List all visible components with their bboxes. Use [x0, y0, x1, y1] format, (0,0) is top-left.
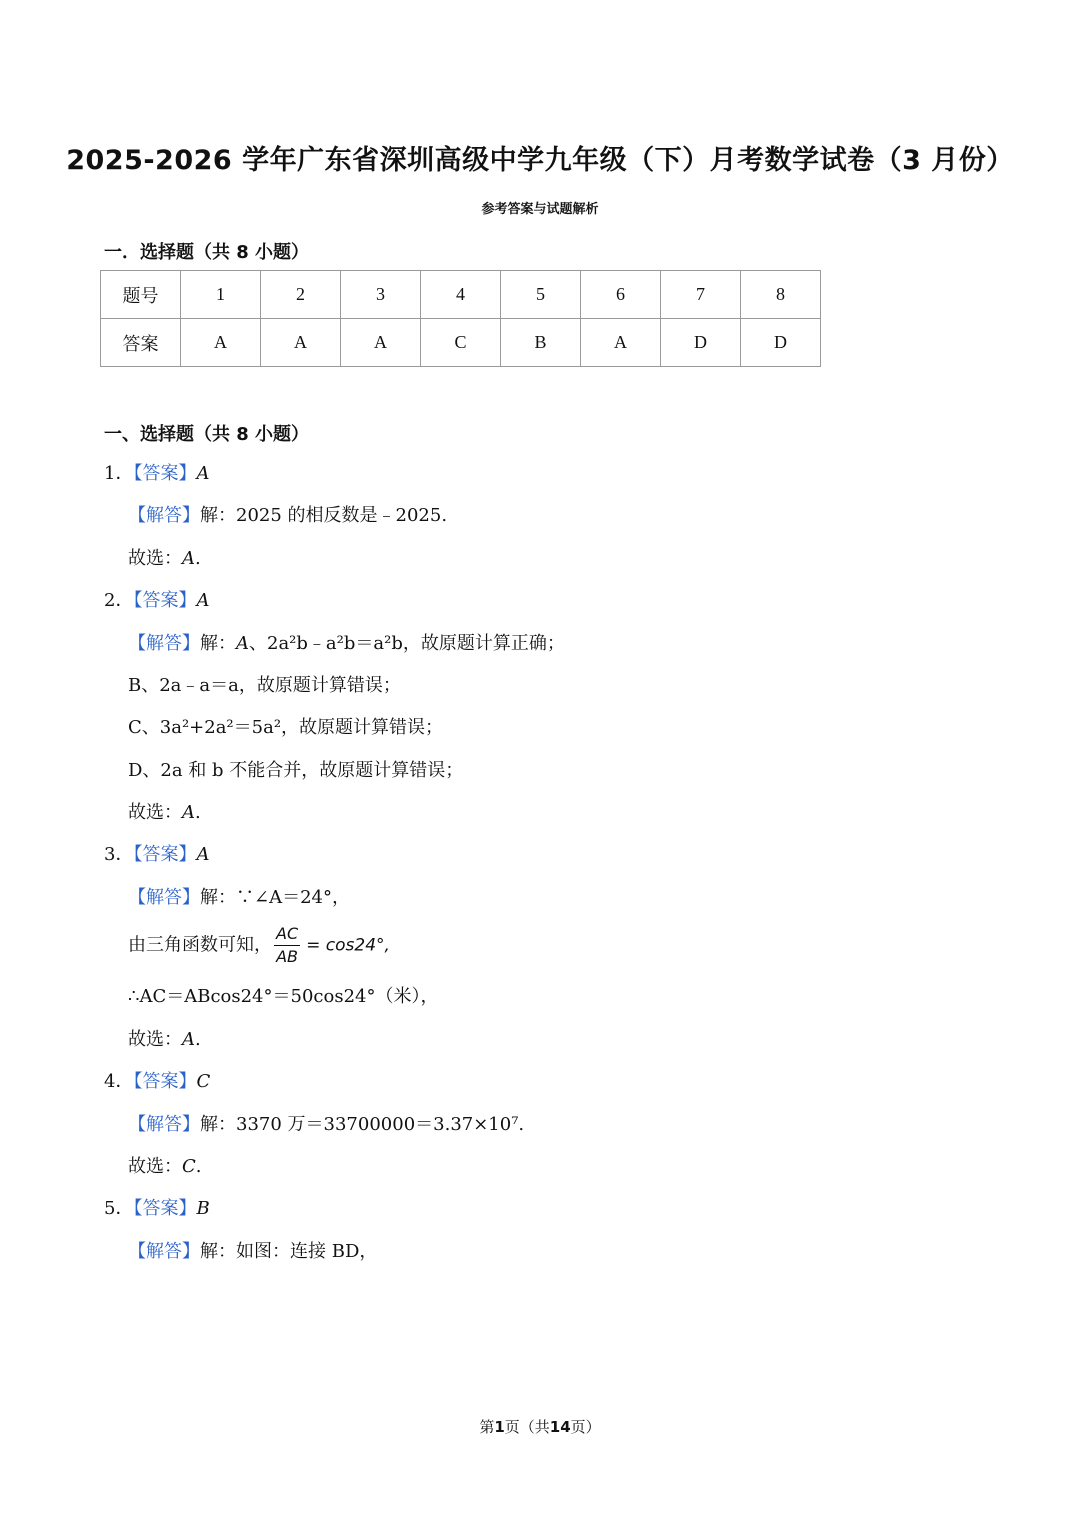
- page-total: 14: [549, 1418, 571, 1436]
- page-number: 1: [494, 1418, 505, 1436]
- table-cell: 答案: [101, 319, 181, 367]
- solution-tag: 【解答】: [128, 505, 200, 526]
- q2-option-d: D、2a 和 b 不能合并，故原题计算错误；: [128, 760, 464, 781]
- table-cell: 3: [341, 271, 421, 319]
- q1-choose-line: 故选：A.: [128, 548, 201, 569]
- table-cell: A: [181, 319, 261, 367]
- table-cell: D: [741, 319, 821, 367]
- q2-option-b: B、2a﹣a＝a，故原题计算错误；: [128, 675, 401, 696]
- answer-tag: 【答案】: [133, 590, 197, 611]
- q3-solution-line: 【解答】解：∵∠A＝24°，: [128, 887, 350, 908]
- answer-table: [100, 270, 821, 367]
- answer-tag: 【答案】: [133, 1071, 197, 1092]
- table-cell: A: [581, 319, 661, 367]
- section-heading-2: 一、选择题（共 8 小题）: [104, 424, 310, 445]
- table-cell: A: [261, 319, 341, 367]
- solution-tag: 【解答】: [128, 633, 200, 654]
- q3-choose-line: 故选：A.: [128, 1029, 201, 1050]
- answer-tag: 【答案】: [133, 844, 197, 865]
- fraction: $\frac{AC}{AB}$: [276, 924, 299, 966]
- table-cell: 4: [421, 271, 501, 319]
- table-row: [101, 271, 821, 319]
- table-cell: 2: [261, 271, 341, 319]
- table-cell: 1: [181, 271, 261, 319]
- q4-choose-line: 故选：C.: [128, 1156, 202, 1177]
- q5-solution-line: 【解答】解：如图：连接 BD，: [128, 1241, 378, 1262]
- solution-tag: 【解答】: [128, 887, 200, 908]
- q5-answer-line: 5．【答案】B: [104, 1198, 210, 1219]
- table-cell: 8: [741, 271, 821, 319]
- document-title: 2025-2026 学年广东省深圳高级中学九年级（下）月考数学试卷（3 月份）: [66, 145, 1014, 176]
- q2-answer-line: 2．【答案】A: [104, 590, 210, 611]
- solution-tag: 【解答】: [128, 1241, 200, 1262]
- answer-tag: 【答案】: [133, 1198, 197, 1219]
- table-row: [101, 319, 821, 367]
- q4-solution-line: 【解答】解：3370 万＝33700000＝3.37×10⁷.: [128, 1114, 525, 1135]
- table-cell: 6: [581, 271, 661, 319]
- q1-answer-line: 1．【答案】A: [104, 463, 210, 484]
- section-heading-1: 一．选择题（共 8 小题）: [104, 242, 310, 263]
- q4-answer-line: 4．【答案】C: [104, 1071, 211, 1092]
- table-cell: A: [341, 319, 421, 367]
- answer-tag: 【答案】: [133, 463, 197, 484]
- table-cell: 题号: [101, 271, 181, 319]
- q3-trig-line: 由三角函数可知， $\frac{AC}{AB}$ = cos24°,: [128, 924, 390, 966]
- solution-tag: 【解答】: [128, 1114, 200, 1135]
- table-cell: C: [421, 319, 501, 367]
- table-cell: 7: [661, 271, 741, 319]
- q2-choose-line: 故选：A.: [128, 802, 201, 823]
- table-cell: D: [661, 319, 741, 367]
- q3-answer-line: 3．【答案】A: [104, 844, 210, 865]
- table-cell: B: [501, 319, 581, 367]
- page-footer: 第1页（共14页）: [479, 1418, 601, 1436]
- q2-option-c: C、3a²+2a²＝5a²，故原题计算错误；: [128, 717, 444, 738]
- q1-solution-line: 【解答】解：2025 的相反数是﹣2025.: [128, 505, 448, 526]
- q2-solution-line: 【解答】解：A、2a²b﹣a²b＝a²b，故原题计算正确；: [128, 633, 565, 654]
- table-cell: 5: [501, 271, 581, 319]
- document-subtitle: 参考答案与试题解析: [481, 202, 599, 217]
- q3-result-line: ∴AC＝ABcos24°＝50cos24°（米），: [128, 986, 439, 1007]
